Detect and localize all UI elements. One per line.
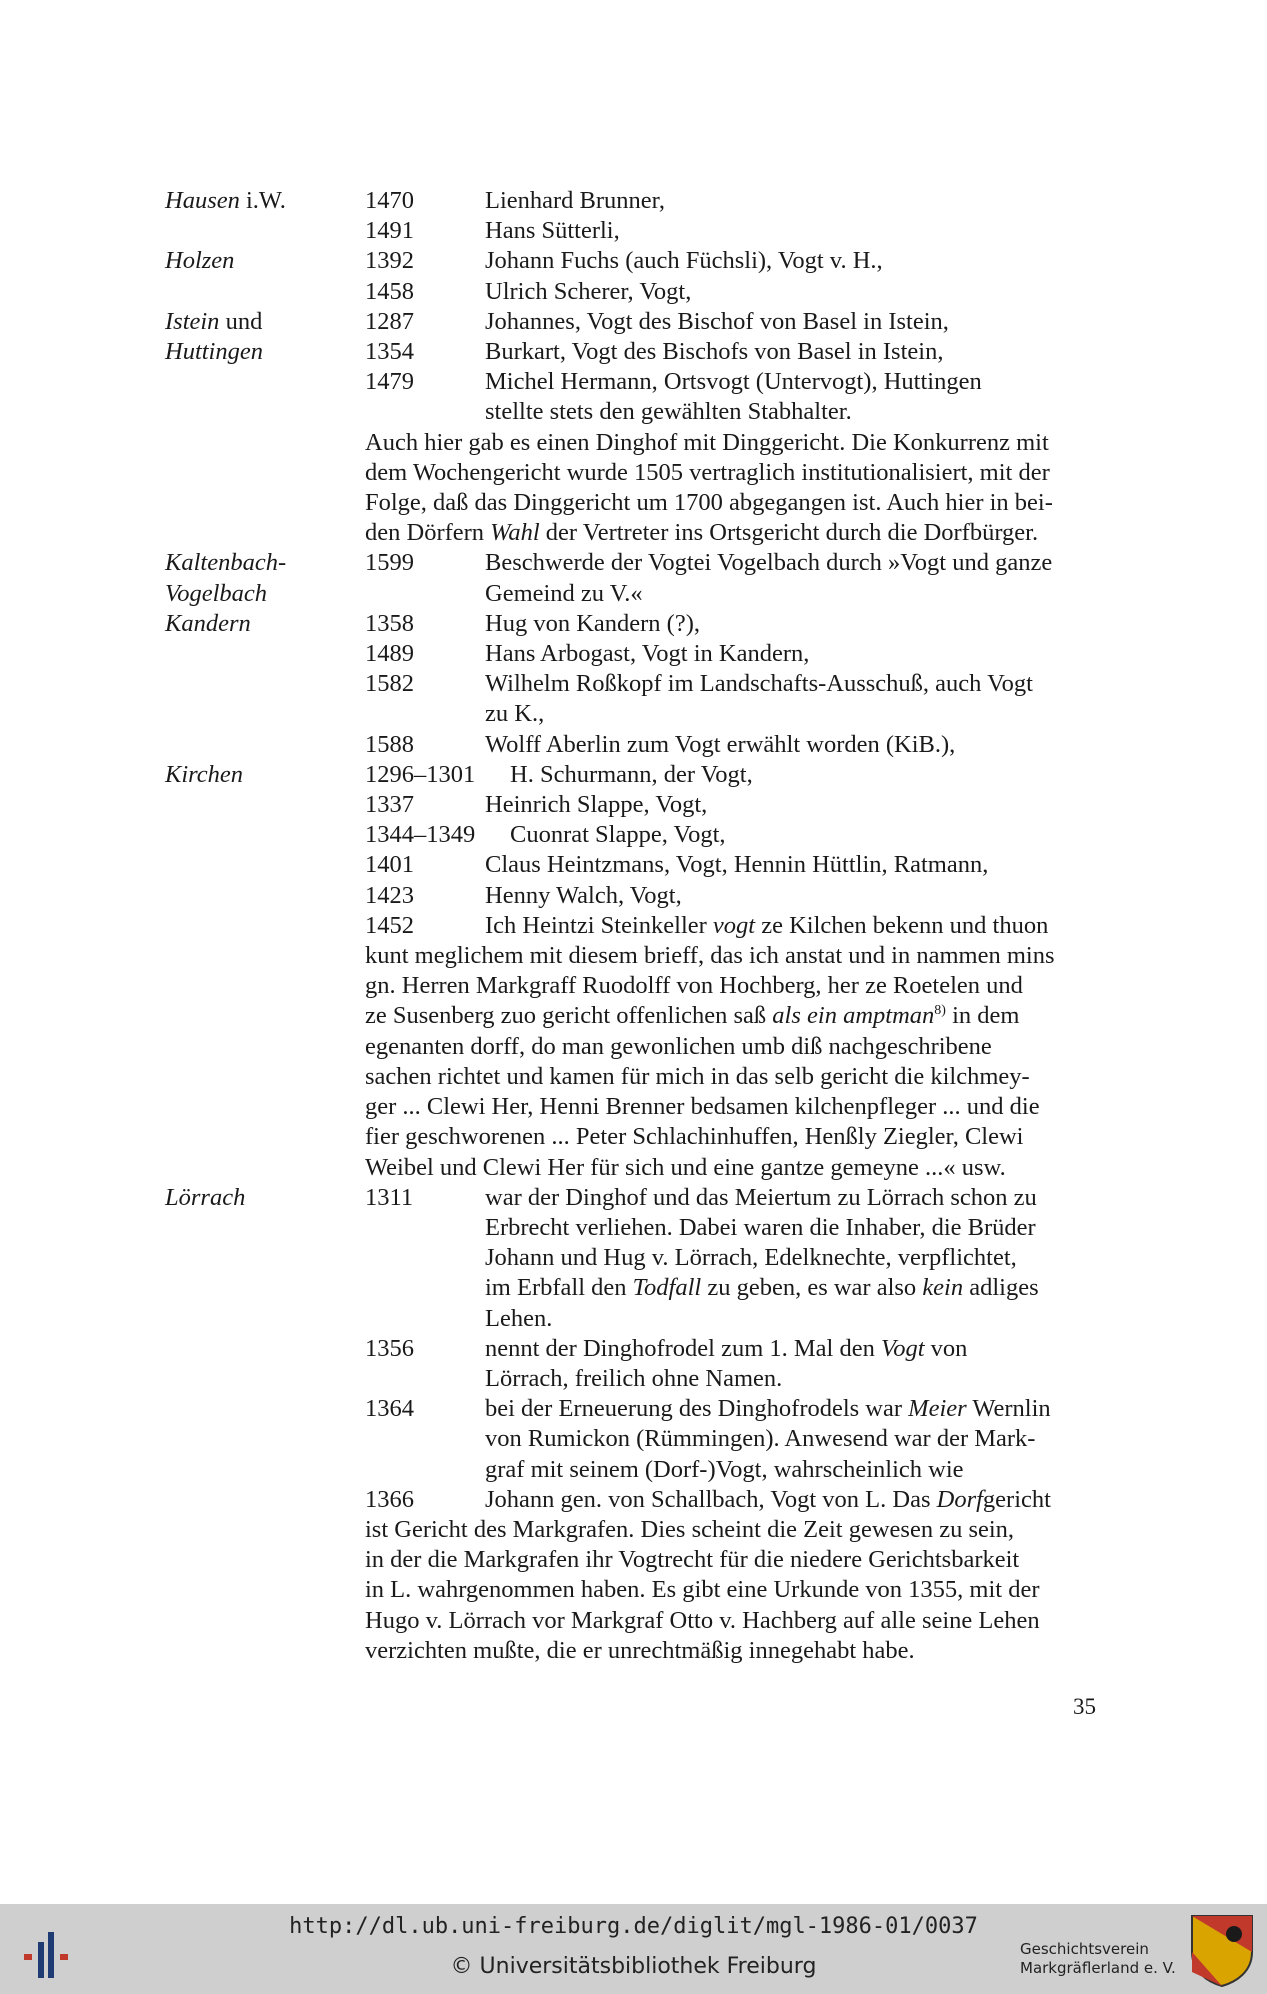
list-item: 1470 Lienhard Brunner, — [365, 187, 665, 214]
footer-bar — [0, 1904, 1267, 1994]
list-item: 1287 Johannes, Vogt des Bischof von Basel in Istein, — [365, 307, 949, 335]
list-item: 1479 Michel Hermann, Ortsvogt (Untervogt), Huttingen — [365, 368, 982, 396]
list-item: 1582 Wilhelm Roßkopf im Landschafts-Ausschuß, auch Vogt — [365, 670, 1033, 698]
list-item: 1358 Hug von Kandern (?), — [365, 609, 700, 637]
entry-kaltenbach — [165, 548, 1105, 608]
place-name: Kaltenbach- Vogelbach — [165, 549, 287, 607]
entry-istein — [165, 307, 1105, 549]
list-item: 1354 Burkart, Vogt des Bischofs von Basel in Istein, — [365, 338, 944, 366]
place-name: Holzen — [165, 247, 235, 275]
list-item: 1337 Heinrich Slappe, Vogt, — [365, 791, 708, 819]
page-number: 35 — [1073, 1694, 1096, 1719]
list-item: 1296–1301 H. Schurmann, der Vogt, — [365, 760, 753, 788]
source-url-link[interactable]: http://dl.ub.uni-freiburg.de/diglit/mgl-1986-01/0037 — [289, 1914, 978, 1939]
coat-of-arms-icon — [1188, 1912, 1256, 1988]
list-item: 1311 war der Dinghof und das Meiertum zu Lörrach schon zu Erbrecht verliehen. Dabei waren die Inhaber, die Brüder Johann und Hug v. Lörrach, Edelknechte, verpflichtet, im Erbfall den Todfall zu geben, es war also kein adliges Lehen. — [365, 1183, 1039, 1332]
place-name: Kirchen — [165, 760, 244, 788]
entry-kandern — [165, 609, 1105, 760]
entry-loerrach — [165, 1183, 1105, 1666]
list-item: 1364 bei der Erneuerung des Dinghofrodels war Meier Wernlin von Rumickon (Rümmingen). Anwesend war der Mark- graf mit seinem (Dorf-)Vogt, wahrscheinlich wie — [365, 1395, 1051, 1483]
list-item: zu K., — [485, 700, 545, 728]
place-name: Hausen i.W. — [165, 187, 286, 214]
place-name: Istein und Huttingen — [165, 307, 263, 366]
list-item: 1489 Hans Arbogast, Vogt in Kandern, — [365, 640, 810, 668]
list-item: 1344–1349 Cuonrat Slappe, Vogt, — [365, 821, 726, 849]
list-item: 1356 nennt der Dinghofrodel zum 1. Mal den Vogt von Lörrach, freilich ohne Namen. — [365, 1334, 968, 1392]
list-item: stellte stets den gewählten Stabhalter. — [485, 398, 852, 426]
list-item: 1599 Beschwerde der Vogtei Vogelbach durch »Vogt und ganze Gemeind zu V.« — [365, 549, 1053, 607]
place-name: Kandern — [165, 609, 251, 637]
entry-kirchen — [165, 760, 1105, 1183]
paragraph: Auch hier gab es einen Dinghof mit Dinggericht. Die Konkurrenz mit dem Wochengericht wurde 1505 vertraglich institutionalisiert, mit der Folge, daß das Dinggericht um 1700 abgegangen ist. Auch hier in bei- den Dörfern Wahl der Vertreter ins Ortsgericht durch die Dorfbürger. — [365, 428, 1053, 547]
paragraph: 1452 Ich Heintzi Steinkeller vogt ze Kilchen bekenn und thuon kunt meglichem mit diesem brieff, das ich anstat und in nammen mins gn. Herren Markgraff Ruodolff von Hochberg, her ze Roetelen und ze Susenberg zuo gericht offenlichen saß als ein amptman$^{8)}$ in dem egenanten dorff, do man gewonlichen umb diß nachgeschribene sachen richtet und kamen für mich in das selb gericht die kilchmey- ger ... Clewi Her, Henni Brenner bedsamen kilchenpfleger ... und die fier geschworenen ... Peter Schlachinhuffen, Henßly Ziegler, Clewi Weibel und Clewi Her für sich und eine gantze gemeyne ...« usw. — [365, 911, 1055, 1181]
society-name: Geschichtsverein Markgräflerland e. V. — [1020, 1940, 1176, 1977]
place-name: Lörrach — [165, 1183, 246, 1211]
list-item: 1423 Henny Walch, Vogt, — [365, 881, 682, 909]
list-item: 1401 Claus Heintzmans, Vogt, Hennin Hüttlin, Ratmann, — [365, 851, 989, 879]
paragraph: 1366 Johann gen. von Schallbach, Vogt von L. Das Dorfgericht ist Gericht des Markgrafen. Dies scheint die Zeit gewesen zu sein, in der die Markgrafen ihr Vogtrecht für die niedere Gerichtsbarkeit in L. wahrgenommen haben. Es gibt eine Urkunde von 1355, mit der Hugo v. Lörrach vor Markgraf Otto v. Hachberg auf alle seine Lehen verzichten mußte, die er unrechtmäßig innegehabt habe. — [365, 1485, 1051, 1664]
list-item: 1458 Ulrich Scherer, Vogt, — [365, 277, 692, 305]
list-item: 1588 Wolff Aberlin zum Vogt erwählt worden (KiB.), — [365, 730, 956, 758]
list-item: 1392 Johann Fuchs (auch Füchsli), Vogt v. H., — [365, 247, 883, 275]
entry-holzen — [165, 246, 1105, 306]
list-item: 1491 Hans Sütterli, — [365, 217, 620, 245]
copyright-text: © Universitätsbibliothek Freiburg — [450, 1954, 817, 1979]
main-text — [165, 186, 1105, 1666]
entry-hausen — [165, 186, 1105, 246]
